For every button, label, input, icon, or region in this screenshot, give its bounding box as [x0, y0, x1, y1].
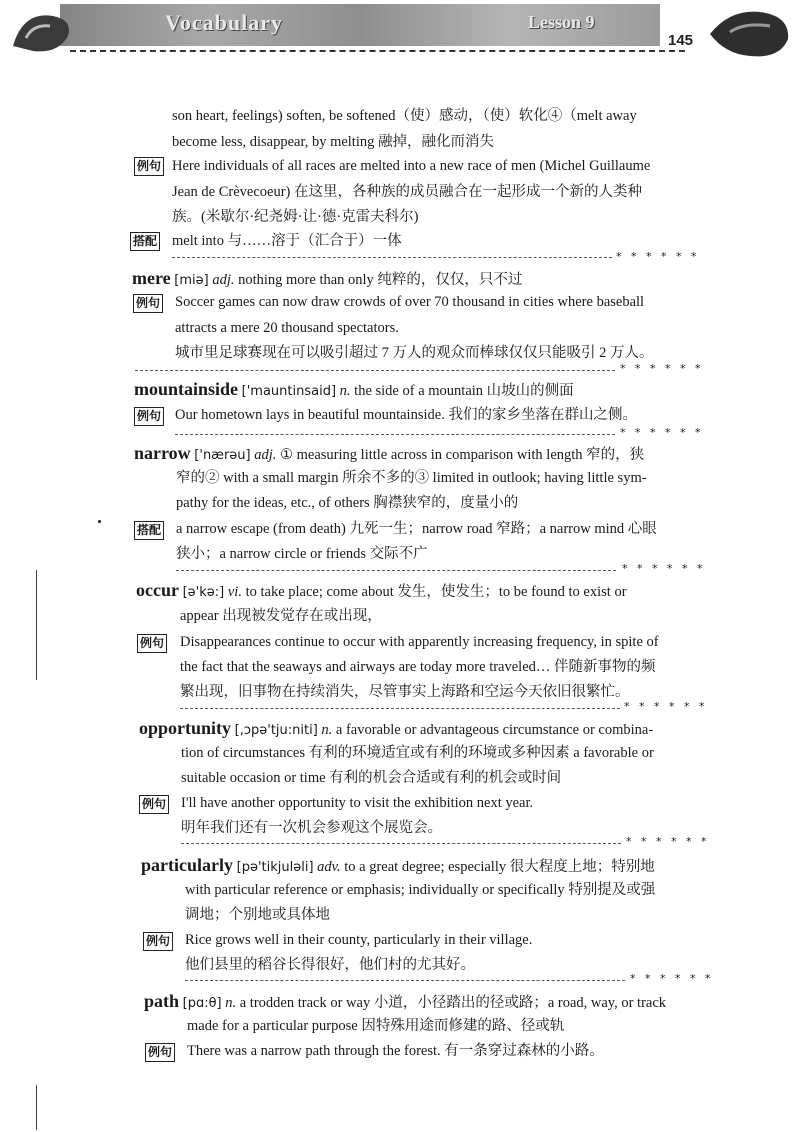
header-ornament-right: [700, 4, 795, 64]
definition-line: made for a particular purpose 因特殊用途而修建的路、径或轨: [187, 1018, 565, 1034]
example-translation: 城市里足球赛现在可以吸引超过 7 万人的观众而棒球仅仅只能吸引 2 万人。: [175, 345, 654, 361]
collocation-line: melt into 与……溶于（汇合于）一体: [172, 233, 402, 249]
example-tag: 例句: [134, 157, 164, 176]
entry-separator: [176, 570, 616, 571]
headword: narrow: [134, 443, 191, 463]
definition-line: become less, disappear, by melting 融掉，融化而消失: [172, 134, 494, 150]
headword: occur: [136, 580, 179, 600]
entry-mountainside: [134, 379, 574, 402]
definition-line: 调地；个别地或具体地: [185, 907, 330, 923]
phonetic: [,ɔpə'tju:niti]: [234, 723, 318, 738]
example-line: Rice grows well in their county, particularly in their village.: [185, 932, 533, 948]
example-tag: 例句: [133, 294, 163, 313]
example-line: Soccer games can now draw crowds of over 70 thousand in cities where baseball: [175, 294, 645, 310]
entry-narrow: [134, 443, 644, 466]
separator-stars: * * * * * *: [626, 835, 710, 848]
part-of-speech: vi.: [227, 584, 242, 600]
page-header: [0, 0, 800, 62]
header-lesson: Lesson 9: [528, 12, 595, 32]
definition: a trodden track or way 小道，小径踏出的径或路；a road, way, or track: [239, 995, 667, 1011]
margin-line: [36, 570, 37, 680]
phonetic: ['mauntinsaid]: [241, 384, 337, 399]
margin-dot: [98, 520, 101, 523]
entry-opportunity: [139, 718, 653, 741]
phonetic: [pə'tikjuləli]: [236, 860, 314, 875]
definition-line: 窄的② with a small margin 所余不多的③ limited in outlook; having little sym-: [176, 470, 647, 486]
part-of-speech: adj.: [212, 272, 235, 288]
entry-separator: [185, 980, 625, 981]
entry-separator: [180, 708, 620, 709]
page-number: 145: [668, 32, 694, 49]
entry-particularly: [141, 855, 655, 878]
example-line: Our hometown lays in beautiful mountainside. 我们的家乡坐落在群山之侧。: [175, 407, 637, 423]
example-line: Here individuals of all races are melted into a new race of men (Michel Guillaume: [172, 158, 651, 174]
part-of-speech: n.: [321, 722, 333, 738]
example-line: Disappearances continue to occur with apparently increasing frequency, in spite of: [180, 634, 659, 650]
definition-line: with particular reference or emphasis; individually or specifically 特别提及或强: [185, 882, 656, 898]
entry-separator: [181, 843, 621, 844]
phonetic: [miə]: [174, 273, 209, 288]
header-divider: [70, 50, 685, 52]
phonetic: [ə'kə:]: [182, 585, 225, 600]
example-translation: 繁出现，旧事物在持续消失，尽管事实上海路和空运今天依旧很繁忙。: [180, 684, 630, 700]
headword: opportunity: [139, 718, 232, 738]
collocation-tag: 搭配: [134, 521, 164, 540]
separator-stars: * * * * * *: [624, 700, 708, 713]
separator-stars: * * * * * *: [620, 426, 704, 439]
example-tag: 例句: [139, 795, 169, 814]
header-ornament-left: [8, 6, 78, 56]
example-translation: 明年我们还有一次机会参观这个展览会。: [181, 820, 442, 836]
headword: mere: [132, 268, 171, 288]
collocation-line: a narrow escape (from death) 九死一生；narrow road 窄路；a narrow mind 心眼: [176, 521, 657, 537]
definition: to a great degree; especially 很大程度上地；特别地: [344, 859, 655, 875]
example-line: attracts a mere 20 thousand spectators.: [175, 320, 399, 336]
example-tag: 例句: [143, 932, 173, 951]
entry-occur: [136, 580, 627, 603]
example-line: Jean de Crèvecoeur) 在这里，各种族的成员融合在一起形成一个新的人类种: [172, 184, 642, 200]
definition-line: appear 出现被发觉存在或出现，: [180, 608, 382, 624]
entry-path: [144, 991, 666, 1014]
definition-line: pathy for the ideas, etc., of others 胸襟狭窄的，度量小的: [176, 495, 519, 511]
example-translation: 族。(米歇尔·纪尧姆·让·德·克雷夫科尔): [172, 209, 419, 225]
part-of-speech: adv.: [317, 859, 341, 875]
example-tag: 例句: [134, 407, 164, 426]
definition: nothing more than only 纯粹的，仅仅，只不过: [238, 272, 523, 288]
definition-line: suitable occasion or time 有利的机会合适或有利的机会或时间: [181, 770, 562, 786]
separator-stars: * * * * * *: [622, 562, 706, 575]
part-of-speech: n.: [339, 383, 351, 399]
margin-line: [36, 1085, 37, 1130]
definition: the side of a mountain 山坡山的侧面: [354, 383, 574, 399]
definition: a favorable or advantageous circumstance or combina-: [335, 722, 654, 738]
separator-stars: * * * * * *: [620, 362, 704, 375]
phonetic: [pɑ:θ]: [182, 996, 222, 1011]
header-title: Vocabulary: [165, 10, 283, 35]
headword: path: [144, 991, 180, 1011]
separator-stars: * * * * * *: [616, 250, 700, 263]
example-tag: 例句: [145, 1043, 175, 1062]
example-line: I'll have another opportunity to visit the exhibition next year.: [181, 795, 534, 811]
entry-separator: [175, 434, 615, 435]
example-line: There was a narrow path through the forest. 有一条穿过森林的小路。: [187, 1043, 604, 1059]
entry-separator: [135, 370, 615, 371]
collocation-line: 狭小；a narrow circle or friends 交际不广: [176, 546, 428, 562]
entry-separator: [172, 257, 612, 258]
part-of-speech: n.: [225, 995, 237, 1011]
phonetic: ['nærəu]: [194, 448, 251, 463]
headword: particularly: [141, 855, 233, 875]
definition-line: son heart, feelings) soften, be softened（使）感动，（使）软化④（melt away: [172, 108, 637, 124]
entry-mere: [132, 268, 522, 291]
example-line: the fact that the seaways and airways are today more traveled… 伴随新事物的频: [180, 659, 656, 675]
headword: mountainside: [134, 379, 239, 399]
separator-stars: * * * * * *: [630, 972, 714, 985]
collocation-tag: 搭配: [130, 232, 160, 251]
part-of-speech: adj.: [254, 447, 277, 463]
example-tag: 例句: [137, 634, 167, 653]
definition: ① measuring little across in comparison with length 窄的，狭: [280, 447, 645, 463]
definition: to take place; come about 发生，使发生；to be found to exist or: [245, 584, 627, 600]
example-translation: 他们县里的稻谷长得很好，他们村的尤其好。: [185, 957, 475, 973]
definition-line: tion of circumstances 有利的环境适宜或有利的环境或多种因素 a favorable or: [181, 745, 654, 761]
